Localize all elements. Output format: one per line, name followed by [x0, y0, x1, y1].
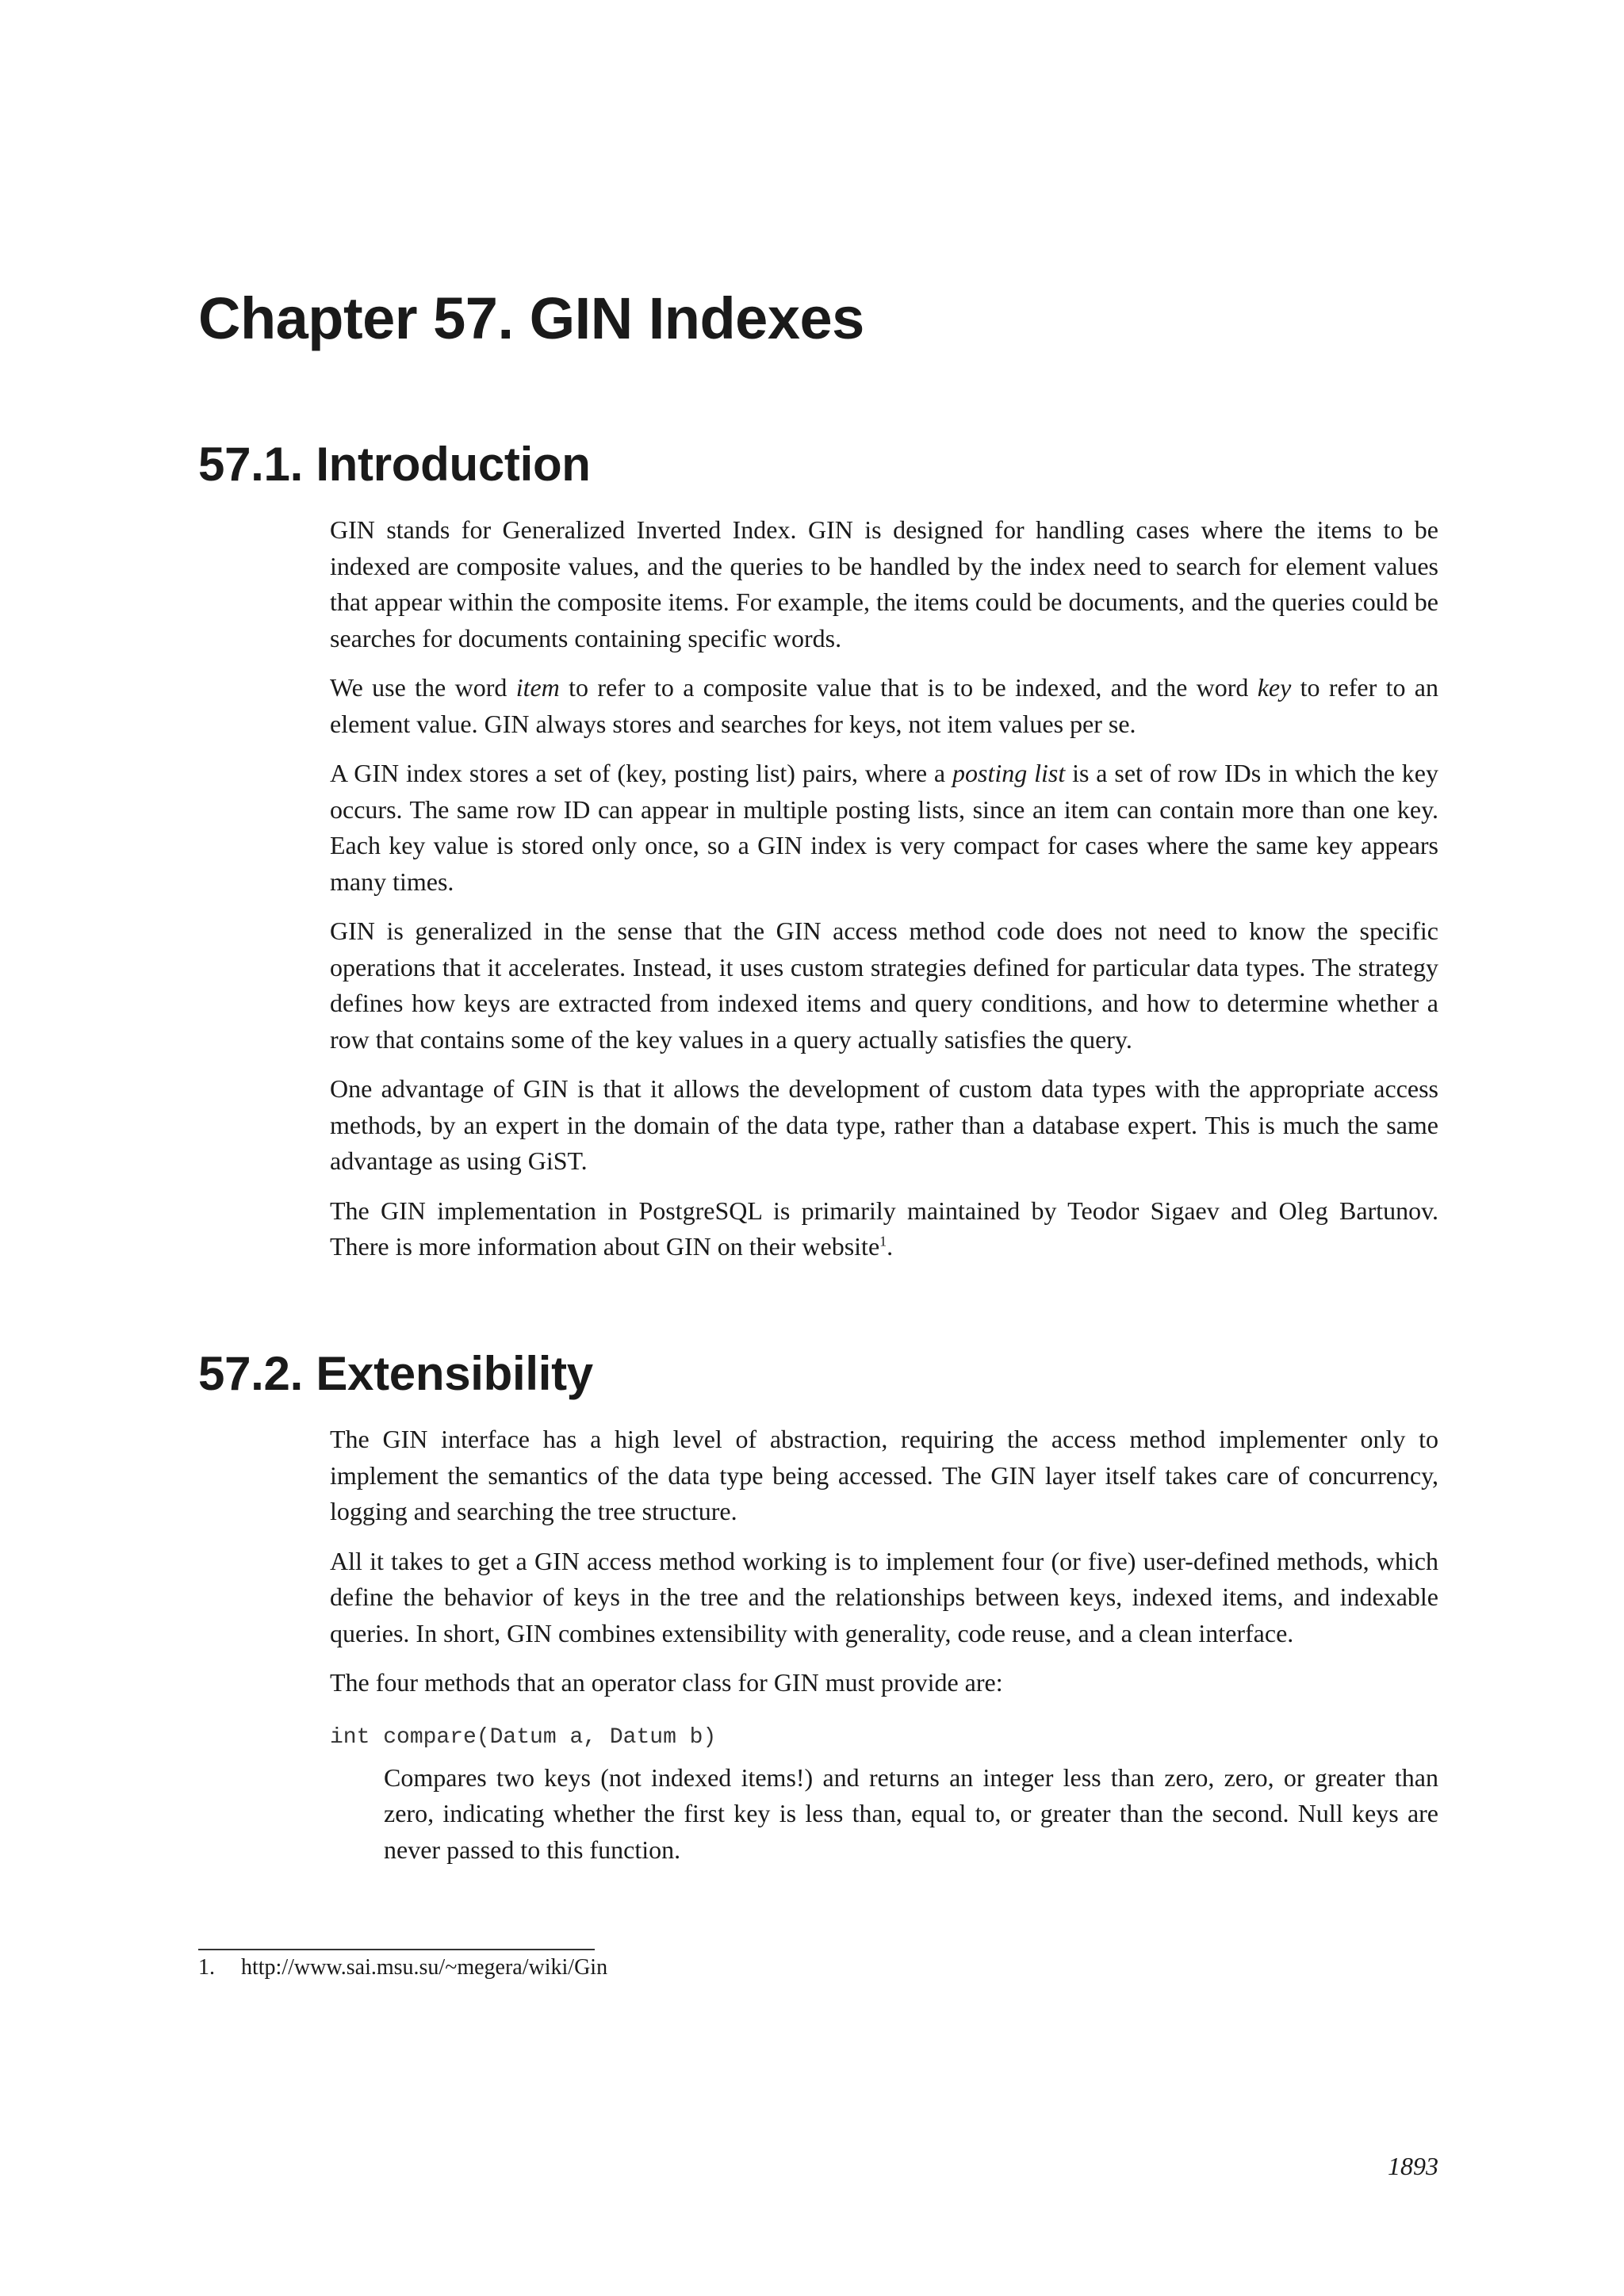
term-posting-list: posting list — [952, 759, 1066, 787]
paragraph: GIN is generalized in the sense that the GIN access method code does not need to know the specific operations that it accelerates. Instead, it uses custom strategies defined for particular data types. The strategy defines how keys are extracted from indexed items and query conditions, and how to determine whether a row that contains some of the key values in a query actually satisfies the query. — [330, 916, 1438, 1054]
text-run: to refer to an element value. GIN always stores and searches for keys, not item values per se. — [330, 673, 1439, 738]
term-key: key — [1257, 673, 1292, 702]
paragraph: One advantage of GIN is that it allows the development of custom data types with the appropriate access methods, by an expert in the domain of the data type, rather than a database expert. This is much the same advantage as using GiST. — [330, 1074, 1438, 1175]
paragraph — [330, 756, 1438, 900]
page-number: 1893 — [1388, 2152, 1438, 2180]
paragraph: All it takes to get a GIN access method working is to implement four (or five) user-defined methods, which define the behavior of keys in the tree and the relationships between keys, indexed items, and indexable queries. In short, GIN combines extensibility with generality, code reuse, and a clean interface. — [330, 1546, 1438, 1647]
footnote-link[interactable]: http://www.sai.msu.su/~megera/wiki/Gin — [241, 1955, 608, 1980]
chapter-title: Chapter 57. GIN Indexes — [198, 285, 864, 351]
footnote-divider — [198, 1949, 595, 1950]
footnote-ref[interactable]: 1 — [879, 1233, 887, 1249]
paragraph: GIN stands for Generalized Inverted Index. GIN is designed for handling cases where the items to be indexed are composite values, and the queries to be handled by the index need to search for element values that appear within the composite items. For example, the items could be documents, and the queries could be searches for documents containing specific words. — [330, 515, 1438, 652]
section-body-introduction — [330, 512, 1438, 1279]
text-run: . — [887, 1232, 894, 1261]
paragraph — [330, 1193, 1438, 1265]
section-title-extensibility: 57.2. Extensibility — [198, 1347, 593, 1400]
text-run: A GIN index stores a set of (key, posting list) pairs, where a — [330, 759, 952, 787]
text-run: to refer to a composite value that is to be indexed, and the word — [559, 673, 1258, 702]
paragraph — [330, 670, 1438, 742]
text-run: We use the word — [330, 673, 516, 702]
term-item: item — [515, 673, 560, 702]
paragraph: The GIN interface has a high level of abstraction, requiring the access method implementer only to implement the semantics of the data type being accessed. The GIN layer itself takes care of concurrency, logging and searching the tree structure. — [330, 1425, 1438, 1525]
section-body-extensibility — [330, 1422, 1438, 1868]
footnote — [198, 1952, 607, 1984]
text-run: The GIN implementation in PostgreSQL is primarily maintained by Teodor Sigaev and Oleg Bartunov. There is more information about GIN on their website — [330, 1196, 1438, 1261]
paragraph: The four methods that an operator class for GIN must provide are: — [330, 1668, 1003, 1697]
section-title-introduction: 57.1. Introduction — [198, 438, 591, 491]
footnote-number: 1. — [198, 1955, 215, 1980]
text-run: is a set of row IDs in which the key occurs. The same row ID can appear in multiple posting lists, since an item can contain more than one key. Each key value is stored only once, so a GIN index is very compact for cases where the same key appears many times. — [330, 759, 1439, 896]
method-description: Compares two keys (not indexed items!) and returns an integer less than zero, zero, or greater than zero, indicating whether the first key is less than, equal to, or greater than the second. Null keys are never passed to this function. — [384, 1762, 1438, 1864]
method-signature: int compare(Datum a, Datum b) — [330, 1724, 717, 1750]
